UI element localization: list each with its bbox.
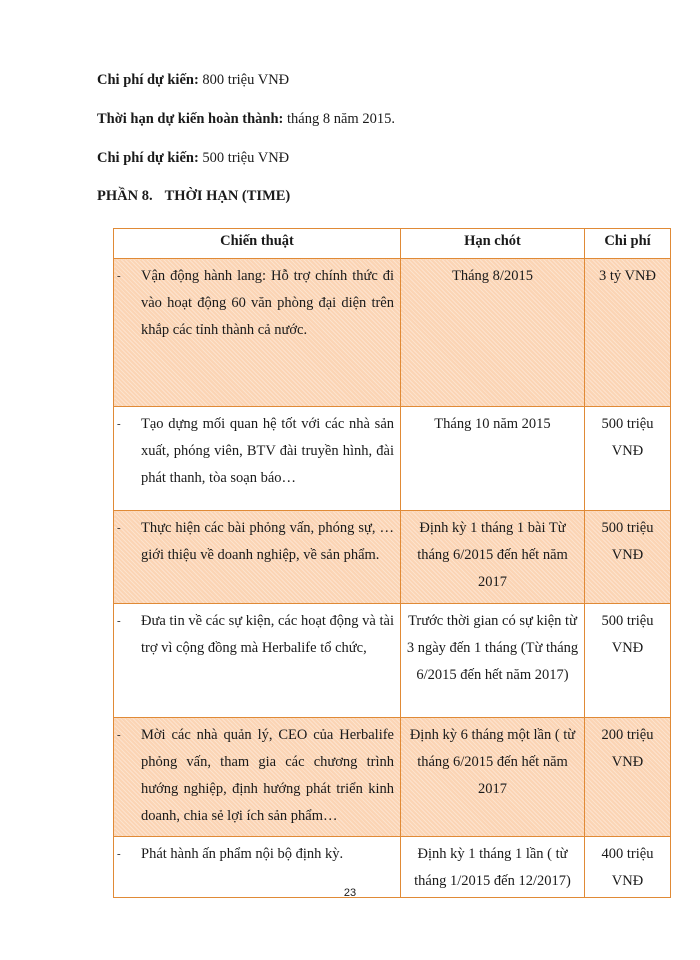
header-cost: Chi phí <box>585 229 671 259</box>
bullet-marker: - <box>117 418 121 430</box>
cost-text: 500 triệu VNĐ <box>601 613 654 656</box>
cost-text: 200 triệu VNĐ <box>601 727 654 770</box>
estimated-cost-label: Chi phí dự kiến: <box>97 72 199 88</box>
tactic-cell <box>114 511 401 604</box>
deadline-text: Định kỳ 1 tháng 1 bài Từ tháng 6/2015 đến hết năm 2017 <box>417 520 568 590</box>
tactic-cell <box>114 604 401 718</box>
cost-text: 500 triệu VNĐ <box>601 520 654 563</box>
cost-cell <box>585 407 671 511</box>
table-header-row <box>114 229 671 259</box>
deadline-cell <box>401 511 585 604</box>
completion-deadline-paragraph <box>97 109 395 129</box>
deadline-text: Định kỳ 6 tháng một lần ( từ tháng 6/2015 đến hết năm 2017 <box>409 727 576 797</box>
section-heading <box>97 188 290 205</box>
estimated-cost-value: 500 triệu VNĐ <box>202 150 290 166</box>
bullet-marker: - <box>117 729 121 741</box>
header-tactic: Chiến thuật <box>114 229 401 259</box>
section-number: PHẦN 8. <box>97 188 153 204</box>
section-title: THỜI HẠN (TIME) <box>164 188 291 204</box>
cost-cell <box>585 718 671 837</box>
timeline-table <box>113 228 671 898</box>
table-row <box>114 718 671 837</box>
tactic-text: Thực hiện các bài phỏng vấn, phóng sự, … giới thiệu về doanh nghiệp, về sản phẩm. <box>141 520 394 563</box>
tactic-text: Tạo dựng mối quan hệ tốt với các nhà sản xuất, phóng viên, BTV đài truyền hình, đài phát thanh, tòa soạn báo… <box>141 416 394 486</box>
deadline-text: Tháng 10 năm 2015 <box>434 416 551 432</box>
cost-text: 3 tỷ VNĐ <box>599 268 656 284</box>
table-row <box>114 604 671 718</box>
table-row <box>114 259 671 407</box>
page-number: 23 <box>343 887 357 899</box>
estimated-cost-paragraph-2 <box>97 148 289 168</box>
estimated-cost-paragraph-1 <box>97 70 289 90</box>
table-row <box>114 511 671 604</box>
estimated-cost-label: Chi phí dự kiến: <box>97 150 199 166</box>
tactic-cell <box>114 718 401 837</box>
deadline-cell <box>401 604 585 718</box>
deadline-cell <box>401 259 585 407</box>
deadline-text: Tháng 8/2015 <box>452 268 533 284</box>
completion-deadline-value: tháng 8 năm 2015. <box>287 111 395 127</box>
tactic-cell <box>114 259 401 407</box>
tactic-text: Vận động hành lang: Hỗ trợ chính thức đi vào hoạt động 60 văn phòng đại diện trên khắp các tỉnh thành cả nước. <box>141 268 394 338</box>
deadline-text: Định kỳ 1 tháng 1 lần ( từ tháng 1/2015 đến 12/2017) <box>414 846 571 889</box>
tactic-text: Mời các nhà quản lý, CEO của Herbalife phỏng vấn, tham gia các chương trình hướng nghiệp, định hướng phát triển kinh doanh, chia sẻ lợi ích sản phẩm… <box>141 727 394 824</box>
cost-text: 500 triệu VNĐ <box>601 416 654 459</box>
tactic-cell <box>114 407 401 511</box>
tactic-text: Phát hành ấn phẩm nội bộ định kỳ. <box>141 846 344 862</box>
deadline-text: Trước thời gian có sự kiện từ 3 ngày đến 1 tháng (Từ tháng 6/2015 đến hết năm 2017) <box>406 613 579 683</box>
bullet-marker: - <box>117 270 121 282</box>
deadline-cell <box>401 407 585 511</box>
estimated-cost-value: 800 triệu VNĐ <box>202 72 290 88</box>
cost-text: 400 triệu VNĐ <box>601 846 654 889</box>
bullet-marker: - <box>117 848 121 860</box>
bullet-marker: - <box>117 522 121 534</box>
deadline-cell <box>401 718 585 837</box>
table-row <box>114 407 671 511</box>
tactic-text: Đưa tin về các sự kiện, các hoạt động và tài trợ vì cộng đồng mà Herbalife tổ chức, <box>141 613 394 656</box>
cost-cell <box>585 604 671 718</box>
header-deadline: Hạn chót <box>401 229 585 259</box>
cost-cell <box>585 259 671 407</box>
bullet-marker: - <box>117 615 121 627</box>
cost-cell <box>585 511 671 604</box>
completion-deadline-label: Thời hạn dự kiến hoàn thành: <box>97 111 284 127</box>
